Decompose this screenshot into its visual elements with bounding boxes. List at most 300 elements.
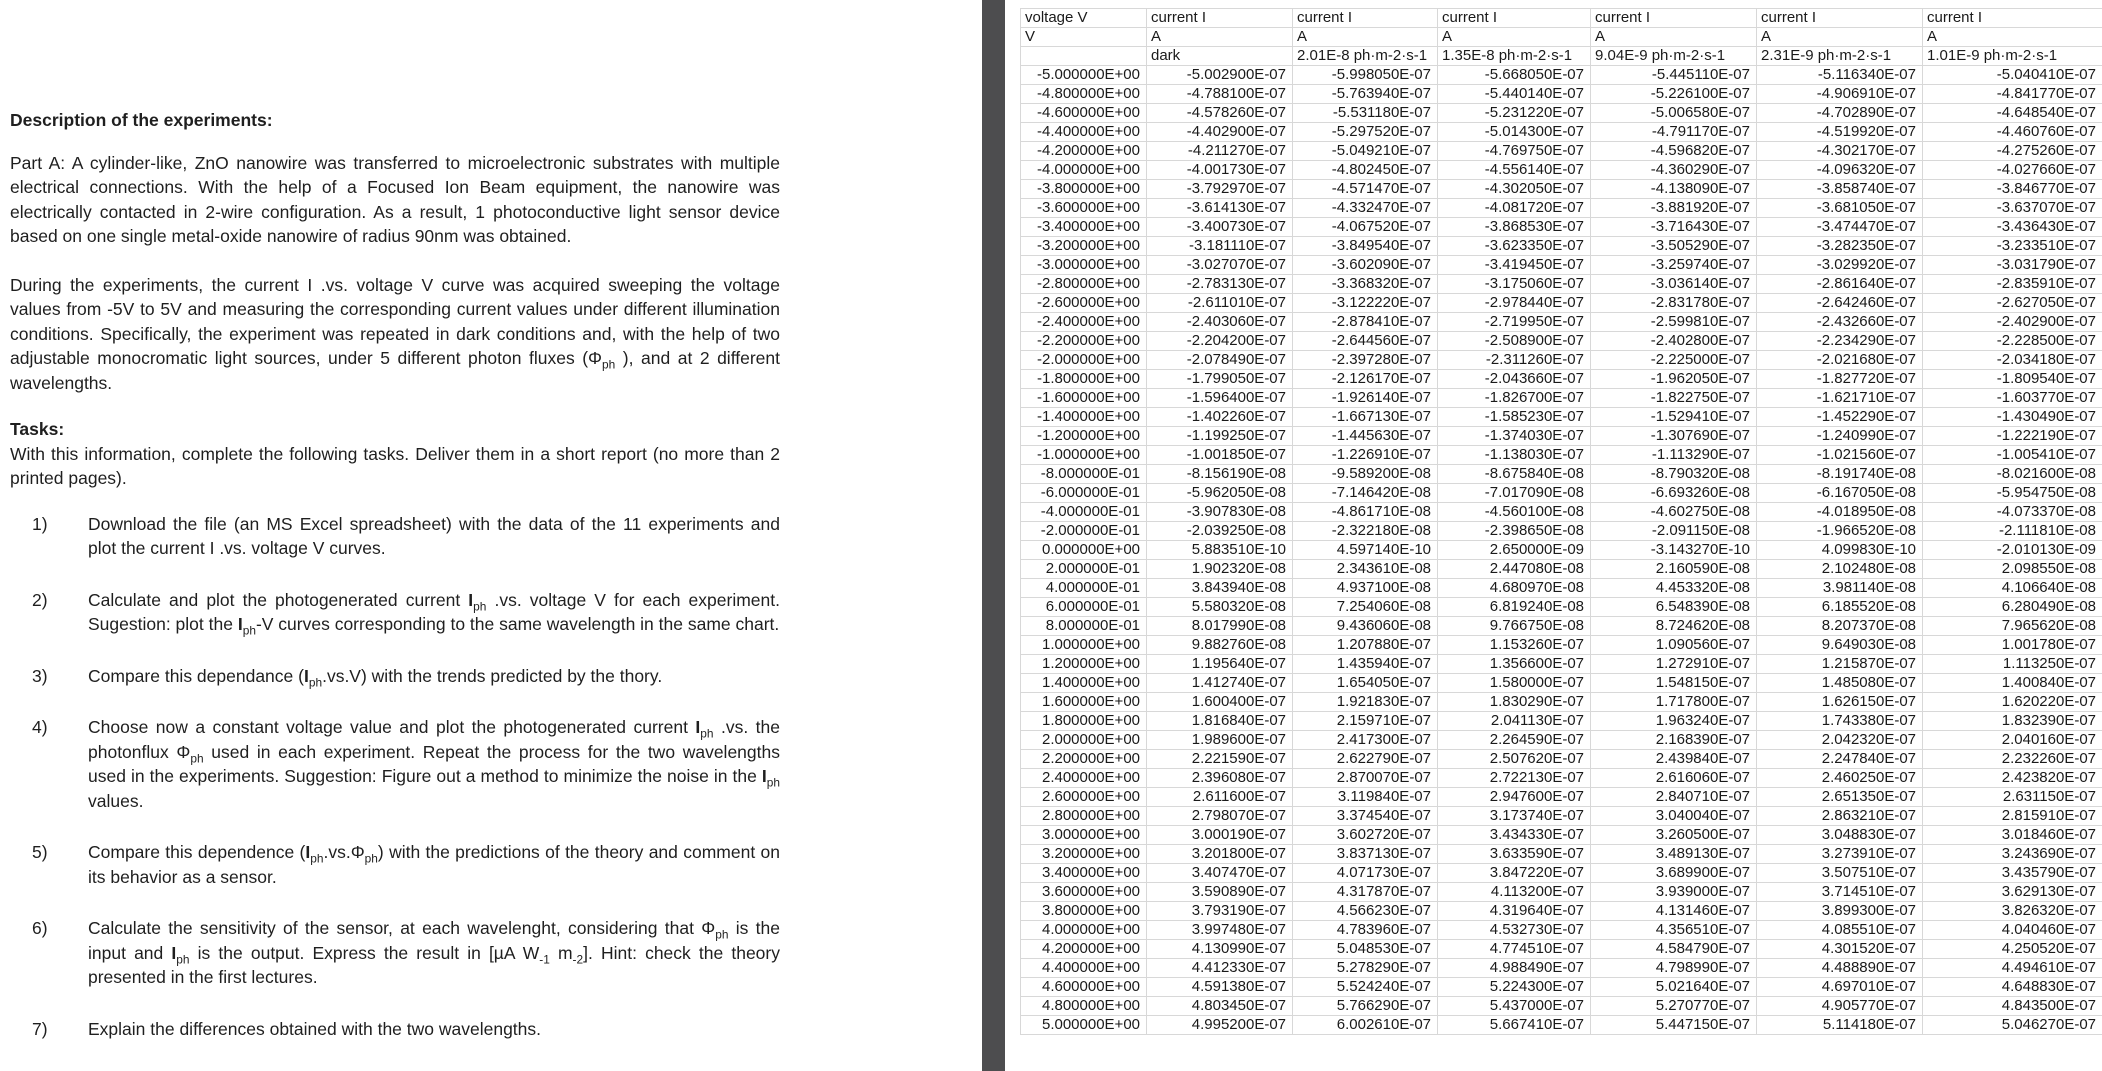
table-cell[interactable]: 2.947600E-07 <box>1438 788 1591 807</box>
table-cell[interactable]: 3.374540E-07 <box>1293 807 1438 826</box>
table-cell[interactable]: -3.623350E-07 <box>1438 237 1591 256</box>
header-cell-dark[interactable]: dark <box>1147 47 1293 66</box>
table-cell[interactable]: -5.531180E-07 <box>1293 104 1438 123</box>
table-cell[interactable]: -2.043660E-07 <box>1438 370 1591 389</box>
table-cell[interactable]: 3.201800E-07 <box>1147 845 1293 864</box>
table-cell[interactable]: -5.226100E-07 <box>1591 85 1757 104</box>
table-cell[interactable]: 1.743380E-07 <box>1757 712 1923 731</box>
table-cell[interactable]: -1.799050E-07 <box>1147 370 1293 389</box>
table-cell[interactable]: -7.017090E-08 <box>1438 484 1591 503</box>
table-cell[interactable]: 4.071730E-07 <box>1293 864 1438 883</box>
table-cell[interactable]: 3.629130E-07 <box>1923 883 2102 902</box>
table-cell[interactable]: -3.400730E-07 <box>1147 218 1293 237</box>
table-cell[interactable]: 4.099830E-10 <box>1757 541 1923 560</box>
table-cell[interactable]: 4.494610E-07 <box>1923 959 2102 978</box>
table-cell[interactable]: -4.560100E-08 <box>1438 503 1591 522</box>
table-cell[interactable]: 4.600000E+00 <box>1021 978 1147 997</box>
table-cell[interactable]: -5.002900E-07 <box>1147 66 1293 85</box>
header-cell[interactable]: A <box>1591 28 1757 47</box>
table-cell[interactable]: 1.400840E-07 <box>1923 674 2102 693</box>
table-cell[interactable]: 1.113250E-07 <box>1923 655 2102 674</box>
table-cell[interactable]: -1.430490E-07 <box>1923 408 2102 427</box>
table-cell[interactable]: 1.600000E+00 <box>1021 693 1147 712</box>
header-cell[interactable]: A <box>1923 28 2102 47</box>
table-cell[interactable]: 1.989600E-07 <box>1147 731 1293 750</box>
table-cell[interactable]: -4.861710E-08 <box>1293 503 1438 522</box>
table-cell[interactable]: -1.529410E-07 <box>1591 408 1757 427</box>
table-cell[interactable]: -4.791170E-07 <box>1591 123 1757 142</box>
table-cell[interactable]: 2.600000E+00 <box>1021 788 1147 807</box>
table-cell[interactable]: -3.907830E-08 <box>1147 503 1293 522</box>
table-cell[interactable]: -1.307690E-07 <box>1591 427 1757 446</box>
table-cell[interactable]: 3.119840E-07 <box>1293 788 1438 807</box>
table-cell[interactable]: -4.648540E-07 <box>1923 104 2102 123</box>
table-cell[interactable]: -2.228500E-07 <box>1923 332 2102 351</box>
table-cell[interactable]: -2.000000E+00 <box>1021 351 1147 370</box>
table-cell[interactable]: 5.447150E-07 <box>1591 1016 1757 1035</box>
table-cell[interactable]: -4.067520E-07 <box>1293 218 1438 237</box>
table-cell[interactable]: -3.036140E-07 <box>1591 275 1757 294</box>
table-cell[interactable]: 9.766750E-08 <box>1438 617 1591 636</box>
table-cell[interactable]: 2.041130E-07 <box>1438 712 1591 731</box>
table-cell[interactable]: -1.199250E-07 <box>1147 427 1293 446</box>
table-cell[interactable]: -1.113290E-07 <box>1591 446 1757 465</box>
table-cell[interactable]: 2.423820E-07 <box>1923 769 2102 788</box>
table-cell[interactable]: 4.697010E-07 <box>1757 978 1923 997</box>
table-cell[interactable]: -3.846770E-07 <box>1923 180 2102 199</box>
table-cell[interactable]: 4.843500E-07 <box>1923 997 2102 1016</box>
table-cell[interactable]: -8.000000E-01 <box>1021 465 1147 484</box>
table-cell[interactable]: -2.508900E-07 <box>1438 332 1591 351</box>
table-cell[interactable]: -2.642460E-07 <box>1757 294 1923 313</box>
table-cell[interactable]: -4.578260E-07 <box>1147 104 1293 123</box>
table-cell[interactable]: 5.766290E-07 <box>1293 997 1438 1016</box>
table-cell[interactable]: -1.621710E-07 <box>1757 389 1923 408</box>
table-cell[interactable]: -5.998050E-07 <box>1293 66 1438 85</box>
table-cell[interactable]: -4.906910E-07 <box>1757 85 1923 104</box>
table-cell[interactable]: 4.250520E-07 <box>1923 940 2102 959</box>
table-cell[interactable]: 4.356510E-07 <box>1591 921 1757 940</box>
table-cell[interactable]: 1.485080E-07 <box>1757 674 1923 693</box>
table-cell[interactable]: -3.505290E-07 <box>1591 237 1757 256</box>
table-cell[interactable]: -2.039250E-08 <box>1147 522 1293 541</box>
table-cell[interactable]: -2.432660E-07 <box>1757 313 1923 332</box>
table-cell[interactable]: 5.278290E-07 <box>1293 959 1438 978</box>
table-cell[interactable]: 1.800000E+00 <box>1021 712 1147 731</box>
table-cell[interactable]: 6.000000E-01 <box>1021 598 1147 617</box>
table-cell[interactable]: 1.153260E-07 <box>1438 636 1591 655</box>
table-cell[interactable]: 4.317870E-07 <box>1293 883 1438 902</box>
table-cell[interactable]: 2.460250E-07 <box>1757 769 1923 788</box>
table-cell[interactable]: 5.000000E+00 <box>1021 1016 1147 1035</box>
table-cell[interactable]: -3.800000E+00 <box>1021 180 1147 199</box>
table-cell[interactable]: -4.602750E-08 <box>1591 503 1757 522</box>
table-cell[interactable]: 3.590890E-07 <box>1147 883 1293 902</box>
table-cell[interactable]: 3.489130E-07 <box>1591 845 1757 864</box>
table-cell[interactable]: -4.302170E-07 <box>1757 142 1923 161</box>
table-cell[interactable]: 1.001780E-07 <box>1923 636 2102 655</box>
header-cell[interactable]: A <box>1147 28 1293 47</box>
table-cell[interactable]: -2.600000E+00 <box>1021 294 1147 313</box>
table-cell[interactable]: -3.474470E-07 <box>1757 218 1923 237</box>
table-cell[interactable]: 1.356600E-07 <box>1438 655 1591 674</box>
table-cell[interactable]: -8.021600E-08 <box>1923 465 2102 484</box>
table-cell[interactable]: -1.402260E-07 <box>1147 408 1293 427</box>
header-cell-flux[interactable]: 1.01E-9 ph·m-2·s-1 <box>1923 47 2102 66</box>
table-cell[interactable]: -1.021560E-07 <box>1757 446 1923 465</box>
table-cell[interactable]: 4.301520E-07 <box>1757 940 1923 959</box>
table-cell[interactable]: 2.800000E+00 <box>1021 807 1147 826</box>
table-cell[interactable]: -4.596820E-07 <box>1591 142 1757 161</box>
table-cell[interactable]: -3.027070E-07 <box>1147 256 1293 275</box>
header-cell[interactable]: current I <box>1147 9 1293 28</box>
table-cell[interactable]: 2.232260E-07 <box>1923 750 2102 769</box>
table-cell[interactable]: -4.073370E-08 <box>1923 503 2102 522</box>
table-cell[interactable]: 4.937100E-08 <box>1293 579 1438 598</box>
table-cell[interactable]: 2.651350E-07 <box>1757 788 1923 807</box>
table-cell[interactable]: -2.611010E-07 <box>1147 294 1293 313</box>
table-cell[interactable]: 1.548150E-07 <box>1591 674 1757 693</box>
table-cell[interactable]: 5.114180E-07 <box>1757 1016 1923 1035</box>
table-cell[interactable]: -1.240990E-07 <box>1757 427 1923 446</box>
table-cell[interactable]: 8.724620E-08 <box>1591 617 1757 636</box>
table-cell[interactable]: -2.861640E-07 <box>1757 275 1923 294</box>
table-cell[interactable]: 5.224300E-07 <box>1438 978 1591 997</box>
table-cell[interactable]: -3.000000E+00 <box>1021 256 1147 275</box>
table-cell[interactable]: 2.863210E-07 <box>1757 807 1923 826</box>
header-cell-flux[interactable]: 2.01E-8 ph·m-2·s-1 <box>1293 47 1438 66</box>
table-cell[interactable]: -4.096320E-07 <box>1757 161 1923 180</box>
table-cell[interactable]: -4.600000E+00 <box>1021 104 1147 123</box>
table-cell[interactable]: 3.000190E-07 <box>1147 826 1293 845</box>
table-cell[interactable]: -4.402900E-07 <box>1147 123 1293 142</box>
table-cell[interactable]: 4.532730E-07 <box>1438 921 1591 940</box>
table-cell[interactable]: -2.402800E-07 <box>1591 332 1757 351</box>
table-cell[interactable]: 8.207370E-08 <box>1757 617 1923 636</box>
table-cell[interactable]: -2.111810E-08 <box>1923 522 2102 541</box>
table-cell[interactable]: 6.185520E-08 <box>1757 598 1923 617</box>
table-cell[interactable]: -1.000000E+00 <box>1021 446 1147 465</box>
table-cell[interactable]: -1.809540E-07 <box>1923 370 2102 389</box>
table-cell[interactable]: -2.783130E-07 <box>1147 275 1293 294</box>
table-cell[interactable]: 1.412740E-07 <box>1147 674 1293 693</box>
table-cell[interactable]: 6.819240E-08 <box>1438 598 1591 617</box>
table-cell[interactable]: -1.926140E-07 <box>1293 389 1438 408</box>
table-cell[interactable]: -3.849540E-07 <box>1293 237 1438 256</box>
table-cell[interactable]: -5.440140E-07 <box>1438 85 1591 104</box>
table-cell[interactable]: 9.882760E-08 <box>1147 636 1293 655</box>
table-cell[interactable]: -1.200000E+00 <box>1021 427 1147 446</box>
table-cell[interactable]: -4.519920E-07 <box>1757 123 1923 142</box>
header-cell[interactable]: A <box>1757 28 1923 47</box>
table-cell[interactable]: 2.400000E+00 <box>1021 769 1147 788</box>
table-cell[interactable]: -3.436430E-07 <box>1923 218 2102 237</box>
table-cell[interactable]: -3.181110E-07 <box>1147 237 1293 256</box>
table-cell[interactable]: -4.788100E-07 <box>1147 85 1293 104</box>
header-cell-flux[interactable]: 9.04E-9 ph·m-2·s-1 <box>1591 47 1757 66</box>
table-cell[interactable]: 3.997480E-07 <box>1147 921 1293 940</box>
table-cell[interactable]: 5.883510E-10 <box>1147 541 1293 560</box>
table-cell[interactable]: 4.040460E-07 <box>1923 921 2102 940</box>
table-cell[interactable]: -4.302050E-07 <box>1438 180 1591 199</box>
table-cell[interactable]: 6.280490E-08 <box>1923 598 2102 617</box>
table-cell[interactable]: -1.596400E-07 <box>1147 389 1293 408</box>
table-cell[interactable]: 1.921830E-07 <box>1293 693 1438 712</box>
table-cell[interactable]: 3.602720E-07 <box>1293 826 1438 845</box>
table-cell[interactable]: -3.259740E-07 <box>1591 256 1757 275</box>
table-cell[interactable]: 3.048830E-07 <box>1757 826 1923 845</box>
table-cell[interactable]: 3.173740E-07 <box>1438 807 1591 826</box>
table-cell[interactable]: -4.769750E-07 <box>1438 142 1591 161</box>
table-cell[interactable]: -2.234290E-07 <box>1757 332 1923 351</box>
table-cell[interactable]: -5.006580E-07 <box>1591 104 1757 123</box>
table-cell[interactable]: -3.200000E+00 <box>1021 237 1147 256</box>
table-cell[interactable]: 4.488890E-07 <box>1757 959 1923 978</box>
table-cell[interactable]: -2.000000E-01 <box>1021 522 1147 541</box>
table-cell[interactable]: 4.680970E-08 <box>1438 579 1591 598</box>
table-cell[interactable]: -4.571470E-07 <box>1293 180 1438 199</box>
table-cell[interactable]: 4.106640E-08 <box>1923 579 2102 598</box>
table-cell[interactable]: 3.826320E-07 <box>1923 902 2102 921</box>
table-cell[interactable]: -4.360290E-07 <box>1591 161 1757 180</box>
table-cell[interactable]: 1.207880E-07 <box>1293 636 1438 655</box>
table-cell[interactable]: -7.146420E-08 <box>1293 484 1438 503</box>
table-cell[interactable]: -1.827720E-07 <box>1757 370 1923 389</box>
table-cell[interactable]: 3.200000E+00 <box>1021 845 1147 864</box>
table-cell[interactable]: -2.835910E-07 <box>1923 275 2102 294</box>
table-cell[interactable]: -3.600000E+00 <box>1021 199 1147 218</box>
table-cell[interactable]: -3.175060E-07 <box>1438 275 1591 294</box>
table-cell[interactable]: 2.042320E-07 <box>1757 731 1923 750</box>
table-cell[interactable]: -1.001850E-07 <box>1147 446 1293 465</box>
table-cell[interactable]: 5.021640E-07 <box>1591 978 1757 997</box>
table-cell[interactable]: -2.322180E-08 <box>1293 522 1438 541</box>
table-cell[interactable]: 3.843940E-08 <box>1147 579 1293 598</box>
table-cell[interactable]: -3.233510E-07 <box>1923 237 2102 256</box>
table-cell[interactable]: 5.667410E-07 <box>1438 1016 1591 1035</box>
table-cell[interactable]: -4.841770E-07 <box>1923 85 2102 104</box>
table-cell[interactable]: -4.138090E-07 <box>1591 180 1757 199</box>
table-cell[interactable]: 4.591380E-07 <box>1147 978 1293 997</box>
table-cell[interactable]: 2.798070E-07 <box>1147 807 1293 826</box>
table-cell[interactable]: 4.000000E-01 <box>1021 579 1147 598</box>
table-cell[interactable]: -1.600000E+00 <box>1021 389 1147 408</box>
table-cell[interactable]: -3.282350E-07 <box>1757 237 1923 256</box>
table-cell[interactable]: 3.435790E-07 <box>1923 864 2102 883</box>
table-cell[interactable]: 1.580000E-07 <box>1438 674 1591 693</box>
table-cell[interactable]: 8.017990E-08 <box>1147 617 1293 636</box>
table-cell[interactable]: -1.226910E-07 <box>1293 446 1438 465</box>
table-cell[interactable]: 1.600400E-07 <box>1147 693 1293 712</box>
table-cell[interactable]: -2.599810E-07 <box>1591 313 1757 332</box>
table-cell[interactable]: 3.040040E-07 <box>1591 807 1757 826</box>
table-cell[interactable]: -2.627050E-07 <box>1923 294 2102 313</box>
table-cell[interactable]: 2.000000E-01 <box>1021 560 1147 579</box>
table-cell[interactable]: -2.204200E-07 <box>1147 332 1293 351</box>
table-cell[interactable]: -4.000000E+00 <box>1021 161 1147 180</box>
table-cell[interactable]: 2.650000E-09 <box>1438 541 1591 560</box>
table-cell[interactable]: -8.675840E-08 <box>1438 465 1591 484</box>
table-cell[interactable]: 2.343610E-08 <box>1293 560 1438 579</box>
table-cell[interactable]: 3.407470E-07 <box>1147 864 1293 883</box>
table-cell[interactable]: 4.566230E-07 <box>1293 902 1438 921</box>
table-cell[interactable]: -5.116340E-07 <box>1757 66 1923 85</box>
table-cell[interactable]: 5.580320E-08 <box>1147 598 1293 617</box>
table-cell[interactable]: 4.597140E-10 <box>1293 541 1438 560</box>
table-cell[interactable]: -2.225000E-07 <box>1591 351 1757 370</box>
header-cell[interactable]: voltage V <box>1021 9 1147 28</box>
table-cell[interactable]: -4.802450E-07 <box>1293 161 1438 180</box>
table-cell[interactable]: 3.847220E-07 <box>1438 864 1591 883</box>
table-cell[interactable]: -3.868530E-07 <box>1438 218 1591 237</box>
table-cell[interactable]: -4.800000E+00 <box>1021 85 1147 104</box>
table-cell[interactable]: 2.417300E-07 <box>1293 731 1438 750</box>
table-cell[interactable]: 2.098550E-08 <box>1923 560 2102 579</box>
table-cell[interactable]: -1.400000E+00 <box>1021 408 1147 427</box>
header-cell[interactable]: A <box>1293 28 1438 47</box>
table-cell[interactable]: -2.311260E-07 <box>1438 351 1591 370</box>
header-cell[interactable]: current I <box>1591 9 1757 28</box>
table-cell[interactable]: 4.453320E-08 <box>1591 579 1757 598</box>
table-cell[interactable]: 4.798990E-07 <box>1591 959 1757 978</box>
table-cell[interactable]: 4.988490E-07 <box>1438 959 1591 978</box>
table-cell[interactable]: -1.603770E-07 <box>1923 389 2102 408</box>
table-cell[interactable]: -2.034180E-07 <box>1923 351 2102 370</box>
table-cell[interactable]: -3.681050E-07 <box>1757 199 1923 218</box>
table-cell[interactable]: -5.297520E-07 <box>1293 123 1438 142</box>
table-cell[interactable]: -4.001730E-07 <box>1147 161 1293 180</box>
table-cell[interactable]: 9.436060E-08 <box>1293 617 1438 636</box>
table-cell[interactable]: 4.085510E-07 <box>1757 921 1923 940</box>
table-cell[interactable]: 1.200000E+00 <box>1021 655 1147 674</box>
table-cell[interactable]: 3.000000E+00 <box>1021 826 1147 845</box>
table-cell[interactable]: -4.200000E+00 <box>1021 142 1147 161</box>
table-cell[interactable]: 1.400000E+00 <box>1021 674 1147 693</box>
table-cell[interactable]: 1.832390E-07 <box>1923 712 2102 731</box>
table-cell[interactable]: 2.722130E-07 <box>1438 769 1591 788</box>
table-cell[interactable]: 3.981140E-08 <box>1757 579 1923 598</box>
table-cell[interactable]: 4.800000E+00 <box>1021 997 1147 1016</box>
table-cell[interactable]: -2.398650E-08 <box>1438 522 1591 541</box>
table-cell[interactable]: -5.668050E-07 <box>1438 66 1591 85</box>
table-cell[interactable]: -9.589200E-08 <box>1293 465 1438 484</box>
table-cell[interactable]: 2.840710E-07 <box>1591 788 1757 807</box>
table-cell[interactable]: 3.633590E-07 <box>1438 845 1591 864</box>
table-cell[interactable]: 9.649030E-08 <box>1757 636 1923 655</box>
table-cell[interactable]: 4.584790E-07 <box>1591 940 1757 959</box>
table-cell[interactable]: -4.000000E-01 <box>1021 503 1147 522</box>
table-cell[interactable]: 5.270770E-07 <box>1591 997 1757 1016</box>
table-cell[interactable]: 0.000000E+00 <box>1021 541 1147 560</box>
table-cell[interactable]: -4.332470E-07 <box>1293 199 1438 218</box>
table-cell[interactable]: 2.221590E-07 <box>1147 750 1293 769</box>
table-cell[interactable]: 1.272910E-07 <box>1591 655 1757 674</box>
table-cell[interactable]: -1.005410E-07 <box>1923 446 2102 465</box>
table-cell[interactable]: -1.826700E-07 <box>1438 389 1591 408</box>
table-cell[interactable]: -5.014300E-07 <box>1438 123 1591 142</box>
table-cell[interactable]: 3.689900E-07 <box>1591 864 1757 883</box>
table-cell[interactable]: 4.113200E-07 <box>1438 883 1591 902</box>
table-cell[interactable]: -3.881920E-07 <box>1591 199 1757 218</box>
table-cell[interactable]: 4.200000E+00 <box>1021 940 1147 959</box>
table-cell[interactable]: -2.400000E+00 <box>1021 313 1147 332</box>
table-cell[interactable]: -3.368320E-07 <box>1293 275 1438 294</box>
header-cell[interactable]: A <box>1438 28 1591 47</box>
table-cell[interactable]: 2.616060E-07 <box>1591 769 1757 788</box>
table-cell[interactable]: 4.400000E+00 <box>1021 959 1147 978</box>
table-cell[interactable]: -5.049210E-07 <box>1293 142 1438 161</box>
table-cell[interactable]: 2.168390E-07 <box>1591 731 1757 750</box>
table-cell[interactable]: 3.400000E+00 <box>1021 864 1147 883</box>
table-cell[interactable]: 3.018460E-07 <box>1923 826 2102 845</box>
table-cell[interactable]: -2.402900E-07 <box>1923 313 2102 332</box>
table-cell[interactable]: 4.905770E-07 <box>1757 997 1923 1016</box>
table-cell[interactable]: -3.143270E-10 <box>1591 541 1757 560</box>
table-cell[interactable]: -1.452290E-07 <box>1757 408 1923 427</box>
table-cell[interactable]: 2.611600E-07 <box>1147 788 1293 807</box>
table-cell[interactable]: -5.040410E-07 <box>1923 66 2102 85</box>
table-cell[interactable]: -3.419450E-07 <box>1438 256 1591 275</box>
table-cell[interactable]: 3.714510E-07 <box>1757 883 1923 902</box>
table-cell[interactable]: -2.091150E-08 <box>1591 522 1757 541</box>
table-cell[interactable]: 1.717800E-07 <box>1591 693 1757 712</box>
table-cell[interactable]: 5.048530E-07 <box>1293 940 1438 959</box>
table-cell[interactable]: 2.264590E-07 <box>1438 731 1591 750</box>
table-cell[interactable]: -4.400000E+00 <box>1021 123 1147 142</box>
table-cell[interactable]: 2.870070E-07 <box>1293 769 1438 788</box>
table-cell[interactable]: 1.090560E-07 <box>1591 636 1757 655</box>
table-cell[interactable]: 4.995200E-07 <box>1147 1016 1293 1035</box>
table-cell[interactable]: -4.275260E-07 <box>1923 142 2102 161</box>
table-cell[interactable]: -4.211270E-07 <box>1147 142 1293 161</box>
table-cell[interactable]: 3.800000E+00 <box>1021 902 1147 921</box>
table-cell[interactable]: 2.200000E+00 <box>1021 750 1147 769</box>
table-cell[interactable]: -3.637070E-07 <box>1923 199 2102 218</box>
table-cell[interactable]: -1.445630E-07 <box>1293 427 1438 446</box>
table-cell[interactable]: -3.122220E-07 <box>1293 294 1438 313</box>
table-cell[interactable]: 2.631150E-07 <box>1923 788 2102 807</box>
table-cell[interactable]: 3.899300E-07 <box>1757 902 1923 921</box>
table-cell[interactable]: 4.412330E-07 <box>1147 959 1293 978</box>
table-cell[interactable]: -2.644560E-07 <box>1293 332 1438 351</box>
table-cell[interactable]: -6.167050E-08 <box>1757 484 1923 503</box>
table-cell[interactable]: 1.654050E-07 <box>1293 674 1438 693</box>
header-cell[interactable]: current I <box>1923 9 2102 28</box>
table-cell[interactable]: -8.191740E-08 <box>1757 465 1923 484</box>
table-cell[interactable]: -1.800000E+00 <box>1021 370 1147 389</box>
table-cell[interactable]: 2.160590E-08 <box>1591 560 1757 579</box>
table-cell[interactable]: -4.081720E-07 <box>1438 199 1591 218</box>
table-cell[interactable]: 2.159710E-07 <box>1293 712 1438 731</box>
table-cell[interactable]: 2.247840E-07 <box>1757 750 1923 769</box>
table-cell[interactable]: 1.626150E-07 <box>1757 693 1923 712</box>
table-cell[interactable]: 1.435940E-07 <box>1293 655 1438 674</box>
table-cell[interactable]: 2.396080E-07 <box>1147 769 1293 788</box>
table-cell[interactable]: 1.902320E-08 <box>1147 560 1293 579</box>
table-cell[interactable]: -2.126170E-07 <box>1293 370 1438 389</box>
table-cell[interactable]: 4.130990E-07 <box>1147 940 1293 959</box>
table-cell[interactable]: -2.078490E-07 <box>1147 351 1293 370</box>
table-cell[interactable]: -6.000000E-01 <box>1021 484 1147 503</box>
table-cell[interactable]: 2.102480E-08 <box>1757 560 1923 579</box>
table-cell[interactable]: -2.831780E-07 <box>1591 294 1757 313</box>
table-cell[interactable]: 1.830290E-07 <box>1438 693 1591 712</box>
table-cell[interactable]: 4.803450E-07 <box>1147 997 1293 1016</box>
table-cell[interactable]: 1.215870E-07 <box>1757 655 1923 674</box>
table-cell[interactable]: -3.614130E-07 <box>1147 199 1293 218</box>
table-cell[interactable]: -1.222190E-07 <box>1923 427 2102 446</box>
table-cell[interactable]: 3.793190E-07 <box>1147 902 1293 921</box>
